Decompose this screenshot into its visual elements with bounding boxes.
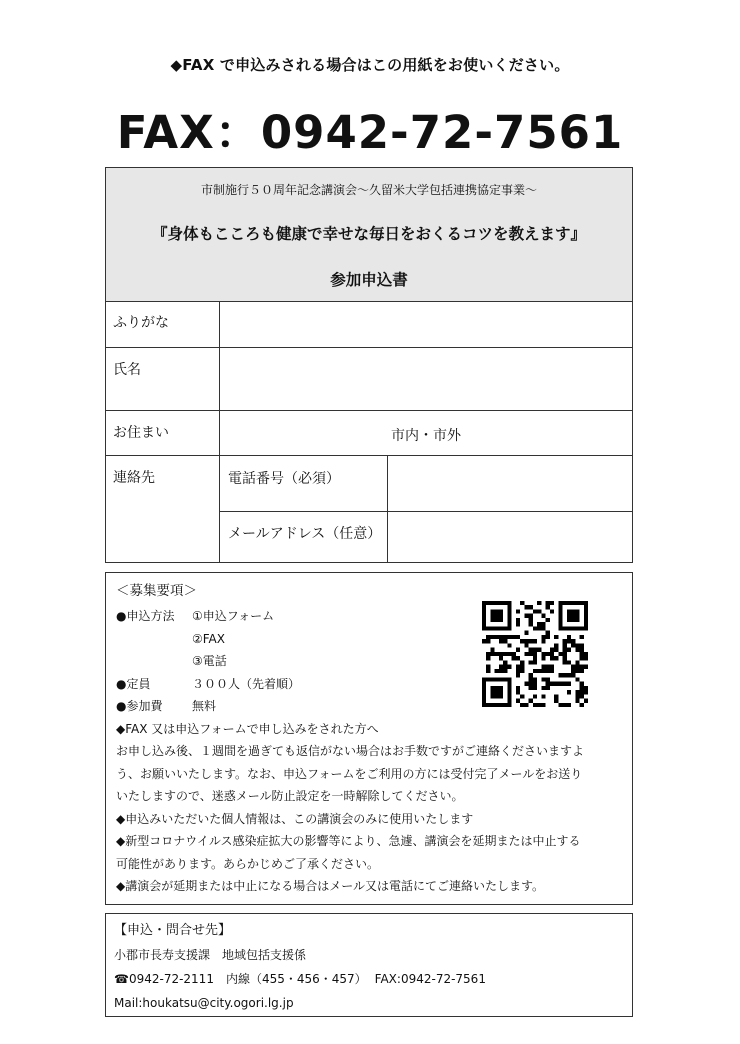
name-field[interactable] (220, 348, 632, 410)
contact-mail: Mail:houkatsu@city.ogori.lg.jp (114, 996, 294, 1010)
note-fax-line3: いたしますので、迷惑メール防止設定を一時解除してください。 (116, 789, 464, 803)
capacity-value: ３００人（先着順） (192, 676, 301, 691)
form-doc-title: 参加申込書 (330, 271, 408, 289)
note-covid-line2: 可能性があります。あらかじめご了承ください。 (116, 856, 380, 871)
qr-code-icon[interactable] (482, 601, 588, 707)
furigana-field[interactable] (220, 301, 632, 347)
method-label: ●申込方法 (116, 609, 175, 623)
email-field[interactable] (388, 511, 632, 562)
form-subtitle: 市制施行５０周年記念講演会～久留米大学包括連携協定事業～ (200, 183, 537, 197)
application-form (105, 167, 633, 563)
fee-value: 無料 (192, 699, 217, 713)
contact-phone: ☎0942-72-2111 内線（455・456・457） (114, 972, 367, 986)
contact-fax: FAX:0942-72-7561 (374, 972, 486, 986)
capacity-label: ●定員 (116, 676, 151, 691)
residence-options[interactable]: 市内・市外 (391, 428, 461, 444)
furigana-label: ふりがな (106, 301, 220, 347)
residence-row (106, 411, 632, 456)
email-label: メールアドレス（任意） (220, 511, 388, 562)
lecture-title: 『身体もこころも健康で幸せな毎日をおくるコツを教えます』 (151, 225, 586, 243)
contact-label: 連絡先 (106, 456, 220, 562)
residence-label: お住まい (106, 411, 220, 455)
contact-phone-line (114, 967, 632, 991)
note-covid-line1: ◆新型コロナウイルス感染症拡大の影響等により、急遽、講演会を延期または中止する (116, 834, 581, 848)
note-contact: ◆講演会が延期または中止になる場合はメール又は電話にてご連絡いたします。 (116, 879, 545, 893)
note-fax-heading: ◆FAX 又は申込フォームで申し込みをされた方へ (116, 721, 379, 736)
inquiry-contact (105, 913, 633, 1017)
name-label: 氏名 (106, 348, 220, 410)
method-2: ②FAX (192, 631, 225, 646)
fax-number: FAX：0942-72-7561 (116, 106, 624, 159)
recruitment-guidelines (105, 572, 633, 905)
contact-department: 小郡市長寿支援課 地域包括支援係 (114, 948, 307, 962)
form-header (106, 168, 632, 302)
note-fax-line2: う、お願いいたします。なお、申込フォームをご利用の方には受付完了メールをお送り (116, 766, 583, 781)
phone-field[interactable] (388, 456, 632, 511)
contact-row (106, 456, 632, 562)
fee-label: ●参加費 (116, 699, 163, 713)
note-privacy: ◆申込みいただいた個人情報は、この講演会のみに使用いたします (116, 811, 474, 826)
contact-heading: 【申込・問合せ先】 (114, 923, 232, 938)
name-row (106, 348, 632, 411)
note-fax-line1: お申し込み後、１週間を過ぎても返信がない場合はお手数ですがご連絡くださいますよ (116, 744, 585, 758)
method-1: ①申込フォーム (192, 609, 275, 623)
phone-label: 電話番号（必須） (220, 456, 388, 511)
fax-notice: ◆FAX で申込みされる場合はこの用紙をお使いください。 (170, 56, 570, 74)
method-3: ③電話 (192, 654, 227, 668)
furigana-row (106, 301, 632, 348)
guidelines-heading: ＜募集要項＞ (116, 583, 197, 599)
